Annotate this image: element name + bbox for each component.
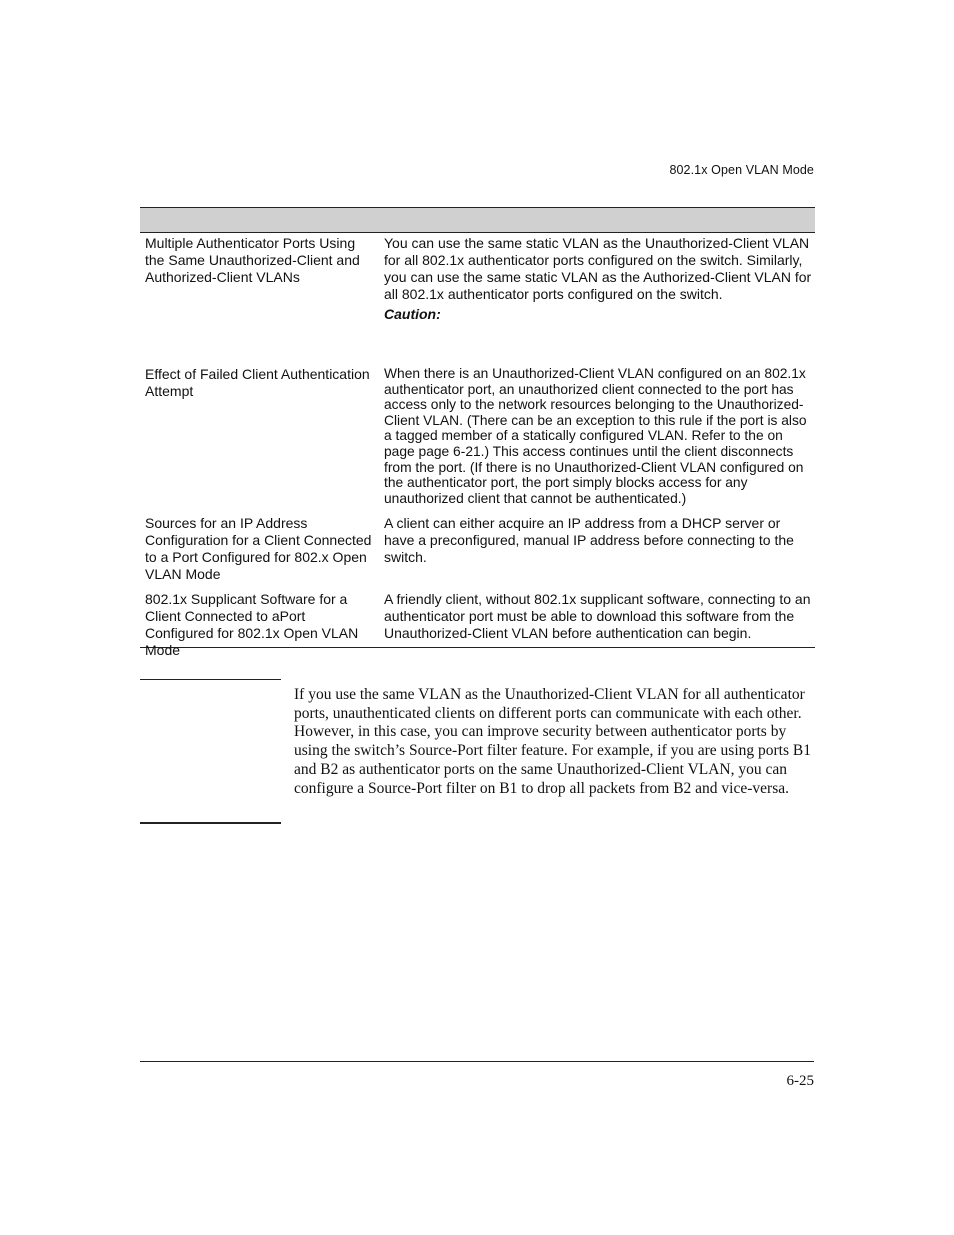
table-row (140, 513, 815, 589)
table-row (140, 363, 815, 513)
row-topic: 802.1x Supplicant Software for a Client Connected to aPort Configured for 802.1x Open VLAN Mode (145, 591, 359, 658)
caution-label: Caution: (384, 306, 441, 322)
table-row (140, 233, 815, 363)
row-topic: Sources for an IP Address Configuration for a Client Connected to a Port Configured for 802.x Open VLAN Mode (145, 515, 372, 582)
page-number: 6-25 (786, 1073, 814, 1089)
row-description (384, 235, 814, 323)
row-topic: Multiple Authenticator Ports Using the Same Unauthorized-Client and Authorized-Client VLANs (145, 235, 360, 285)
open-vlan-table (140, 207, 815, 658)
running-header: 802.1x Open VLAN Mode (669, 163, 814, 177)
table-row (140, 589, 815, 658)
row-description: A friendly client, without 802.1x supplicant software, connecting to an authenticator port must be able to download this software from the Unauthorized-Client VLAN before authentication can begin. (384, 591, 811, 641)
footer-divider (140, 1061, 814, 1062)
row-description: When there is an Unauthorized-Client VLAN configured on an 802.1x authenticator port, an unauthorized client connected to the port has access only to the network resources belonging to the Unauthorized-Client VLAN. (There can be an exception to this rule if the port is also a tagged member of a statically configured VLAN. Refer to the on page page 6-21.) This access continues until the client disconnects from the port. (If there is no Unauthorized-Client VLAN configured on the authenticator port, the port simply blocks access for any unauthorized client that cannot be authenticated.) (384, 366, 807, 506)
row-description: A client can either acquire an IP address from a DHCP server or have a preconfigured, manual IP address before connecting to the switch. (384, 515, 794, 565)
row-topic: Effect of Failed Client Authentication Attempt (145, 366, 370, 399)
table-header-row (140, 208, 815, 233)
note-divider-bottom (140, 822, 281, 824)
note-body: If you use the same VLAN as the Unauthorized-Client VLAN for all authenticator ports, unauthenticated clients on different ports can communicate with each other. However, in this case, you can improve security between authenticator ports by using the switch’s Source-Port filter feature. For example, if you are using ports B1 and B2 as authenticator ports on the same Unauthorized-Client VLAN, you can configure a Source-Port filter on B1 to drop all packets from B2 and vice-versa. (294, 686, 811, 797)
row-description-text: You can use the same static VLAN as the Unauthorized-Client VLAN for all 802.1x authenticator ports configured on the switch. Similarly, you can use the same static VLAN as the Authorized-Client VLAN for all 802.1x authenticator ports configured on the switch. (384, 235, 812, 302)
note-divider-top (140, 679, 281, 680)
